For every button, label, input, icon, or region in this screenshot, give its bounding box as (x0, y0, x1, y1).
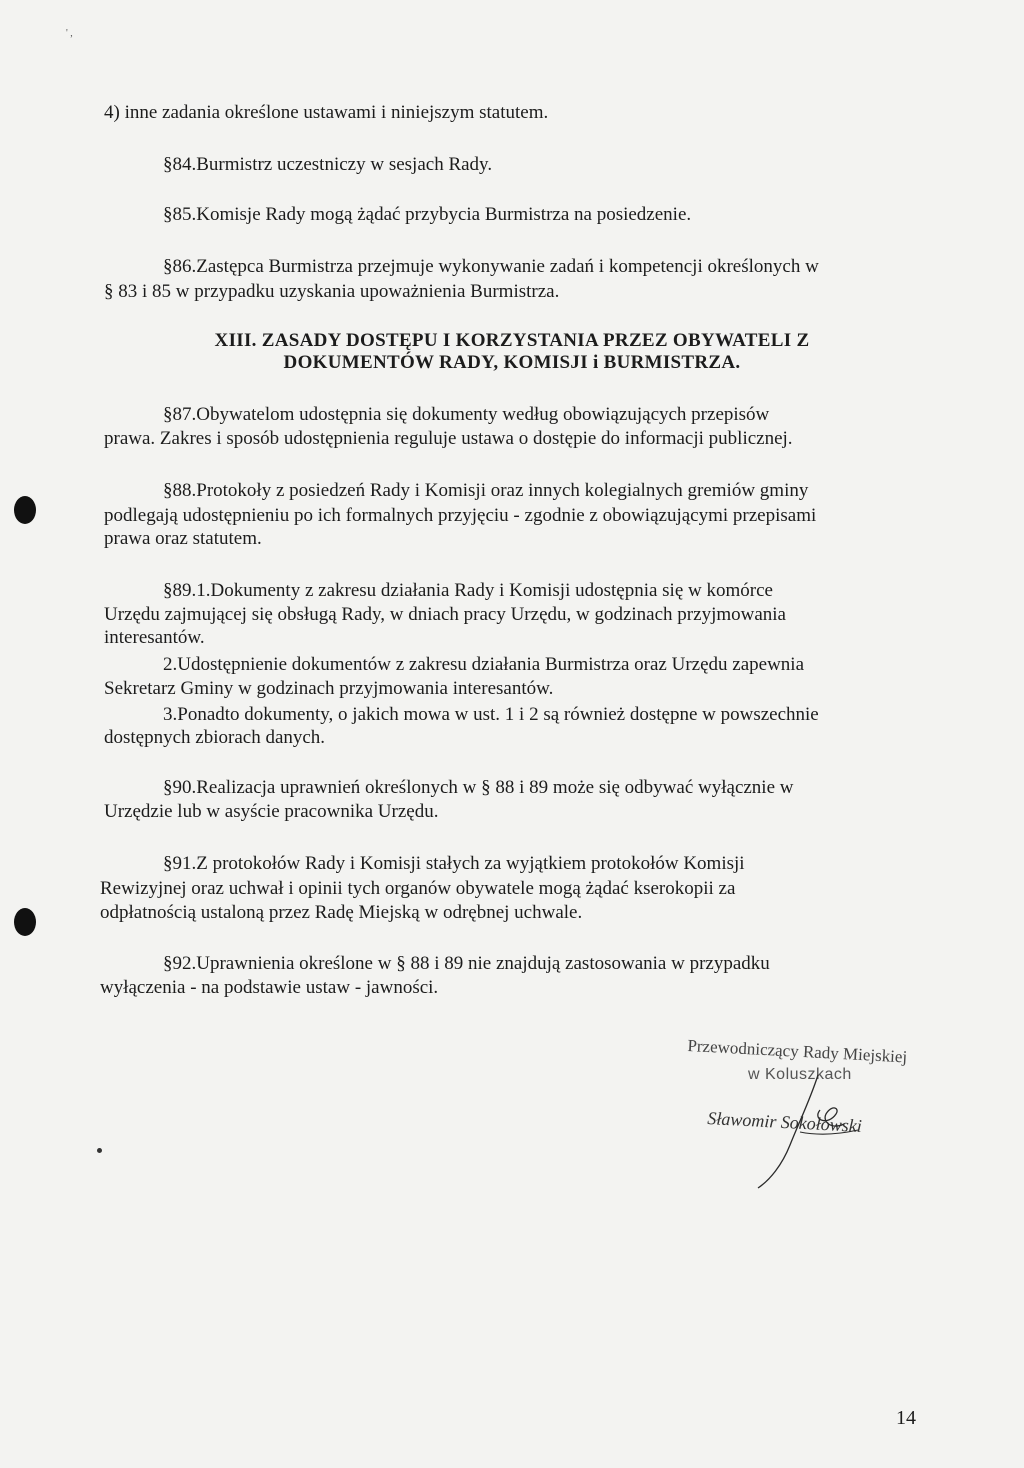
text-line: prawa oraz statutem. (104, 528, 262, 549)
paragraph-89-3: 3.Ponadto dokumenty, o jakich mowa w ust. 1 i 2 są również dostępne w powszechnie (163, 704, 819, 725)
text-line: podlegają udostępnieniu po ich formalnych przyjęciu - zgodnie z obowiązującymi przepisami (104, 505, 817, 526)
text-line: § 83 i 85 w przypadku uzyskania upoważnienia Burmistrza. (104, 281, 560, 302)
text-line: Sekretarz Gminy w godzinach przyjmowania interesantów. (104, 678, 554, 699)
text-line: prawa. Zakres i sposób udostępnienia reguluje ustawa o dostępie do informacji publicznej. (104, 428, 793, 449)
paragraph-90: §90.Realizacja uprawnień określonych w § 88 i 89 może się odbywać wyłącznie w (163, 777, 794, 798)
paragraph-89-2: 2.Udostępnienie dokumentów z zakresu działania Burmistrza oraz Urzędu zapewnia (163, 654, 804, 675)
text-line: interesantów. (104, 627, 205, 648)
paragraph-89: §89.1.Dokumenty z zakresu działania Rady i Komisji udostępnia się w komórce (163, 580, 773, 601)
section-heading-line1: XIII. ZASADY DOSTĘPU I KORZYSTANIA PRZEZ OBYWATELI Z (214, 330, 810, 351)
text-line: wyłączenia - na podstawie ustaw - jawności. (100, 977, 439, 998)
stamp-name: Sławomir Sokołowski (706, 1108, 863, 1137)
text-line: dostępnych zbiorach danych. (104, 727, 326, 748)
paragraph-92: §92.Uprawnienia określone w § 88 i 89 nie znajdują zastosowania w przypadku (163, 953, 770, 974)
punch-hole-top (14, 496, 36, 524)
paragraph-85: §85.Komisje Rady mogą żądać przybycia Burmistrza na posiedzenie. (163, 204, 692, 225)
scan-speck: ' , (66, 28, 73, 39)
text-line: odpłatnością ustaloną przez Radę Miejską w odrębnej uchwale. (100, 902, 583, 923)
text-line: Rewizyjnej oraz uchwał i opinii tych organów obywatele mogą żądać kserokopii za (100, 878, 736, 899)
paragraph-91: §91.Z protokołów Rady i Komisji stałych za wyjątkiem protokołów Komisji (163, 853, 745, 874)
paragraph-84: §84.Burmistrz uczestniczy w sesjach Rady. (163, 154, 493, 175)
text-line: Urzędzie lub w asyście pracownika Urzędu. (104, 801, 439, 822)
section-heading-line2: DOKUMENTÓW RADY, KOMISJI i BURMISTRZA. (283, 352, 741, 373)
paragraph-86: §86.Zastępca Burmistrza przejmuje wykonywanie zadań i kompetencji określonych w (163, 256, 819, 277)
text-line: 4) inne zadania określone ustawami i niniejszym statutem. (104, 102, 549, 123)
text-line: Urzędu zajmującej się obsługą Rady, w dniach pracy Urzędu, w godzinach przyjmowania (104, 604, 786, 625)
stamp-title: Przewodniczący Rady Miejskiej (687, 1036, 908, 1067)
paragraph-87: §87.Obywatelom udostępnia się dokumenty według obowiązujących przepisów (163, 404, 770, 425)
page-number: 14 (896, 1407, 916, 1429)
stamp-place: w Koluszkach (748, 1066, 852, 1083)
punch-hole-bottom (14, 908, 36, 936)
handwritten-signature (740, 1070, 860, 1190)
ink-dot (97, 1148, 102, 1153)
paragraph-88: §88.Protokoły z posiedzeń Rady i Komisji oraz innych kolegialnych gremiów gminy (163, 480, 809, 501)
